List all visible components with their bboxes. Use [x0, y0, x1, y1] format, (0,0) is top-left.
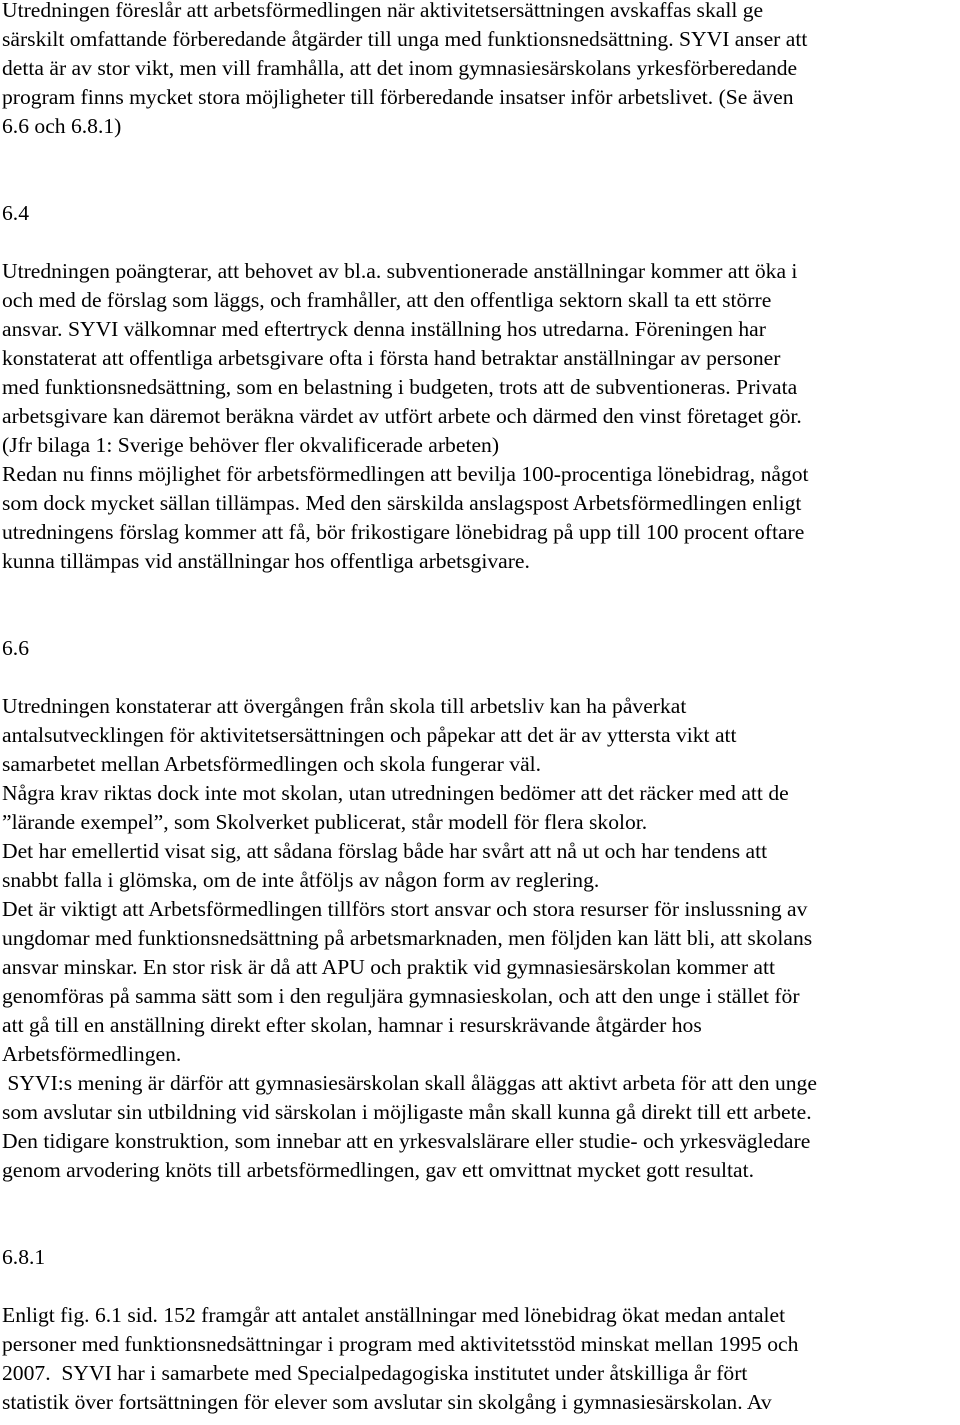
text-line: ansvar. SYVI välkomnar med eftertryck denna inställning hos utredarna. Föreningen har — [2, 317, 766, 341]
text-line: Arbetsförmedlingen. — [2, 1042, 182, 1066]
text-line: (Jfr bilaga 1: Sverige behöver fler okvalificerade arbeten) — [2, 433, 500, 457]
text-line: Utredningen föreslår att arbetsförmedlingen när aktivitetsersättningen avskaffas skall ge — [2, 0, 764, 22]
text-line: Redan nu finns möjlighet för arbetsförmedlingen att bevilja 100-procentiga lönebidrag, något — [2, 462, 809, 486]
text-line: Utredningen poängterar, att behovet av bl.a. subventionerade anställningar kommer att öka i — [2, 259, 798, 283]
text-line: med funktionsnedsättning, som en belastning i budgeten, trots att de subventioneras. Privata — [2, 375, 798, 399]
section-6-4 — [2, 199, 954, 576]
text-line: program finns mycket stora möjligheter till förberedande insatser inför arbetslivet. (Se även — [2, 85, 794, 109]
text-line: särskilt omfattande förberedande åtgärder till unga med funktionsnedsättning. SYVI anser att — [2, 27, 808, 51]
text-line: ”lärande exempel”, som Skolverket publicerat, står modell för flera skolor. — [2, 810, 648, 834]
section-spacer — [2, 1185, 954, 1243]
section-spacer — [2, 141, 954, 199]
text-line: ungdomar med funktionsnedsättning på arbetsmarknaden, men följden kan lätt bli, att skolans — [2, 926, 813, 950]
text-line: Några krav riktas dock inte mot skolan, utan utredningen bedömer att det räcker med att de — [2, 781, 789, 805]
document-page — [2, 0, 954, 1417]
text-line: Enligt fig. 6.1 sid. 152 framgår att antalet anställningar med lönebidrag ökat medan antalet — [2, 1303, 786, 1327]
intro-paragraph — [2, 0, 954, 141]
section-6-6 — [2, 634, 954, 1185]
text-line: statistik över fortsättningen för elever som avslutar sin skolgång i gymnasiesärskolan. Av — [2, 1390, 772, 1414]
section-heading: 6.4 — [2, 201, 29, 225]
text-line: Den tidigare konstruktion, som innebar att en yrkesvalslärare eller studie- och yrkesvägledare — [2, 1129, 811, 1153]
heading-spacer — [2, 228, 954, 257]
text-line: personer med funktionsnedsättningar i program med aktivitetsstöd minskat mellan 1995 och — [2, 1332, 799, 1356]
text-line: konstaterat att offentliga arbetsgivare ofta i första hand betraktar anställningar av personer — [2, 346, 781, 370]
text-line: genomföras på samma sätt som i den reguljära gymnasieskolan, och att den unge i stället för — [2, 984, 800, 1008]
text-line: samarbetet mellan Arbetsförmedlingen och skola fungerar väl. — [2, 752, 542, 776]
text-line: Utredningen konstaterar att övergången från skola till arbetsliv kan ha påverkat — [2, 694, 687, 718]
text-line: Det är viktigt att Arbetsförmedlingen tillförs stort ansvar och stora resurser för inslussning av — [2, 897, 808, 921]
text-line: kunna tillämpas vid anställningar hos offentliga arbetsgivare. — [2, 549, 530, 573]
section-6-8-1 — [2, 1243, 954, 1417]
text-line: arbetsgivare kan däremot beräkna värdet av utfört arbete och därmed den vinst företaget gör. — [2, 404, 802, 428]
heading-spacer — [2, 1272, 954, 1301]
text-line: som avslutar sin utbildning vid särskolan i möjligaste mån skall kunna gå direkt till ett arbete. — [2, 1100, 812, 1124]
text-line: detta är av stor vikt, men vill framhålla, att det inom gymnasiesärskolans yrkesförberedande — [2, 56, 798, 80]
text-line: antalsutvecklingen för aktivitetsersättningen och påpekar att det är av yttersta vikt att — [2, 723, 737, 747]
text-line: snabbt falla i glömska, om de inte åtföljs av någon form av reglering. — [2, 868, 600, 892]
text-line: 2007. SYVI har i samarbete med Specialpedagogiska institutet under åtskilliga år fört — [2, 1361, 748, 1385]
text-line: SYVI:s mening är därför att gymnasiesärskolan skall åläggas att aktivt arbeta för att den unge — [2, 1071, 817, 1095]
text-line: genom arvodering knöts till arbetsförmedlingen, gav ett omvittnat mycket gott resultat. — [2, 1158, 755, 1182]
text-line: ansvar minskar. En stor risk är då att APU och praktik vid gymnasiesärskolan kommer att — [2, 955, 776, 979]
text-line: att gå till en anställning direkt efter skolan, hamnar i resurskrävande åtgärder hos — [2, 1013, 702, 1037]
text-line: och med de förslag som läggs, och framhåller, att den offentliga sektorn skall ta ett större — [2, 288, 772, 312]
text-line: som dock mycket sällan tillämpas. Med den särskilda anslagspost Arbetsförmedlingen enligt — [2, 491, 802, 515]
section-heading: 6.8.1 — [2, 1245, 46, 1269]
section-heading: 6.6 — [2, 636, 29, 660]
section-spacer — [2, 576, 954, 634]
text-line: utredningens förslag kommer att få, bör frikostigare lönebidrag på upp till 100 procent oftare — [2, 520, 805, 544]
text-line: 6.6 och 6.8.1) — [2, 114, 122, 138]
heading-spacer — [2, 663, 954, 692]
text-line: Det har emellertid visat sig, att sådana förslag både har svårt att nå ut och har tendens att — [2, 839, 768, 863]
